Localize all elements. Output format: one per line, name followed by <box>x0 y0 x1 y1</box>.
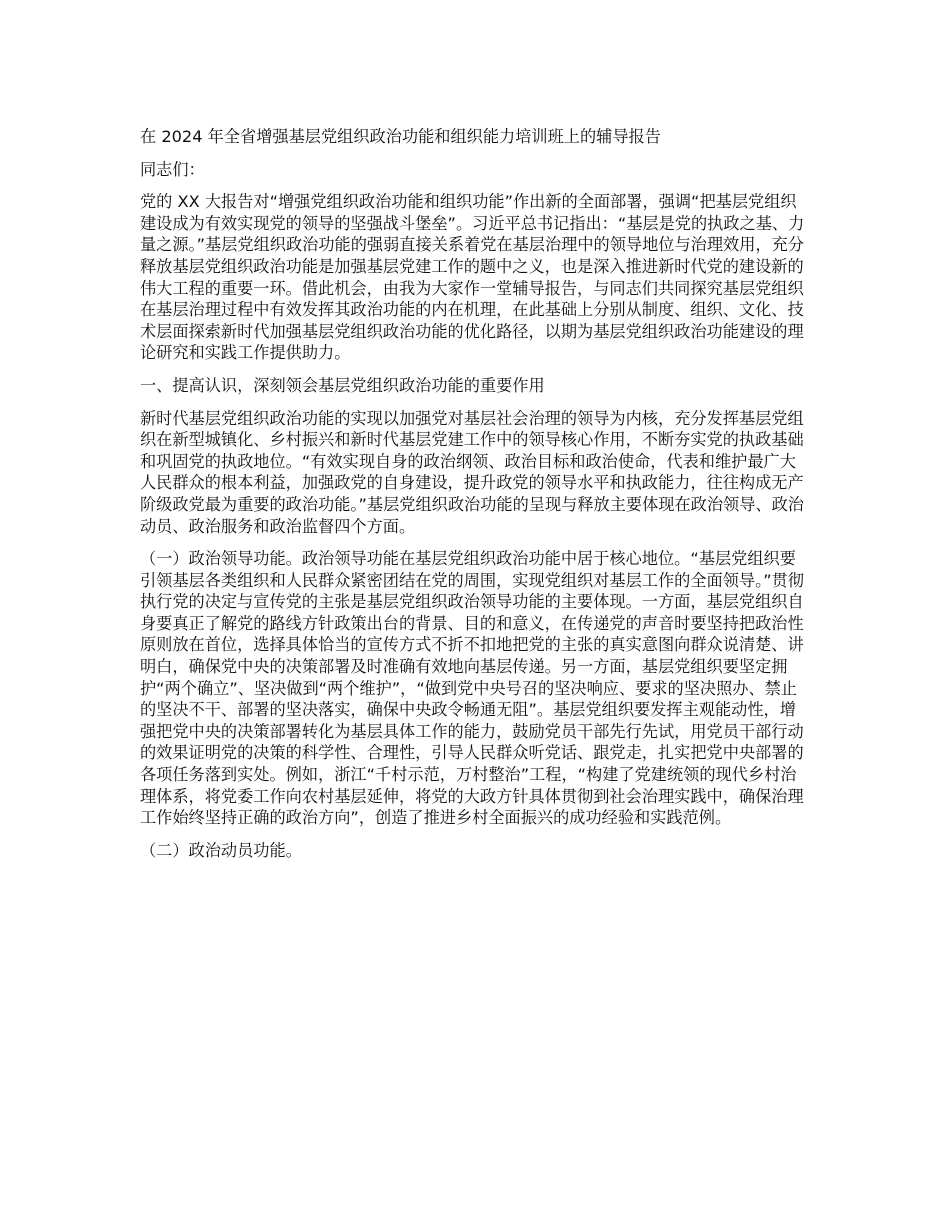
subheading-political-mobilization: （二）政治动员功能。 <box>140 840 302 860</box>
document-body <box>140 126 812 872</box>
paragraph-political-leadership: （一）政治领导功能。政治领导功能在基层党组织政治功能中居于核心地位。“基层党组织要引领基层各类组织和人民群众紧密团结在党的周围，实现党组织对基层工作的全面领导。”贯彻执行党的决定与宣传党的主张是基层党组织政治领导功能的主要体现。一方面，基层党组织自身要真正了解党的路线方针政策出台的背景、目的和意义，在传递党的声音时要坚持把政治性原则放在首位，选择具体恰当的宣传方式不折不扣地把党的主张的真实意图向群众说清楚、讲明白，确保党中央的决策部署及时准确有效地向基层传递。另一方面，基层党组织要坚定拥护“两个确立”、坚决做到“两个维护”，“做到党中央号召的坚决响应、要求的坚决照办、禁止的坚决不干、部署的坚决落实，确保中央政令畅通无阻”。基层党组织要发挥主观能动性，增强把党中央的决策部署转化为基层具体工作的能力，鼓励党员干部先行先试，用党员干部行动的效果证明党的决策的科学性、合理性，引导人民群众听党话、跟党走，扎实把党中央部署的各项任务落到实处。例如，浙江“千村示范，万村整治”工程，“构建了党建统领的现代乡村治理体系，将党委工作向农村基层延伸，将党的大政方针具体贯彻到社会治理实践中，确保治理工作始终坚持正确的政治方向”，创造了推进乡村全面振兴的成功经验和实践范例。 <box>140 549 804 828</box>
section-heading-1: 一、提高认识，深刻领会基层党组织政治功能的重要作用 <box>140 375 545 395</box>
paragraph-section-1: 新时代基层党组织政治功能的实现以加强党对基层社会治理的领导为内核，充分发挥基层党组织在新型城镇化、乡村振兴和新时代基层党建工作中的领导核心作用，不断夯实党的执政基础和巩固党的执政地位。“有效实现自身的政治纲领、政治目标和政治使命，代表和维护最广大人民群众的根本利益，加强政党的自身建设，提升政党的领导水平和执政能力，往往构成无产阶级政党最为重要的政治功能。”基层党组织政治功能的呈现与释放主要体现在政治领导、政治动员、政治服务和政治监督四个方面。 <box>140 408 804 536</box>
greeting: 同志们： <box>140 159 205 179</box>
paragraph-intro: 党的 XX 大报告对“增强党组织政治功能和组织功能”作出新的全面部署，强调“把基层党组织建设成为有效实现党的领导的坚强战斗堡垒”。习近平总书记指出：“基层是党的执政之基、力量之源。”基层党组织政治功能的强弱直接关系着党在基层治理中的领导地位与治理效用，充分释放基层党组织政治功能是加强基层党建工作的题中之义，也是深入推进新时代党的建设新的伟大工程的重要一环。借此机会，由我为大家作一堂辅导报告，与同志们共同探究基层党组织在基层治理过程中有效发挥其政治功能的内在机理，在此基础上分别从制度、组织、文化、技术层面探索新时代加强基层党组织政治功能的优化路径，以期为基层党组织政治功能建设的理论研究和实践工作提供助力。 <box>140 192 805 363</box>
document-title: 在 2024 年全省增强基层党组织政治功能和组织能力培训班上的辅导报告 <box>140 127 661 146</box>
